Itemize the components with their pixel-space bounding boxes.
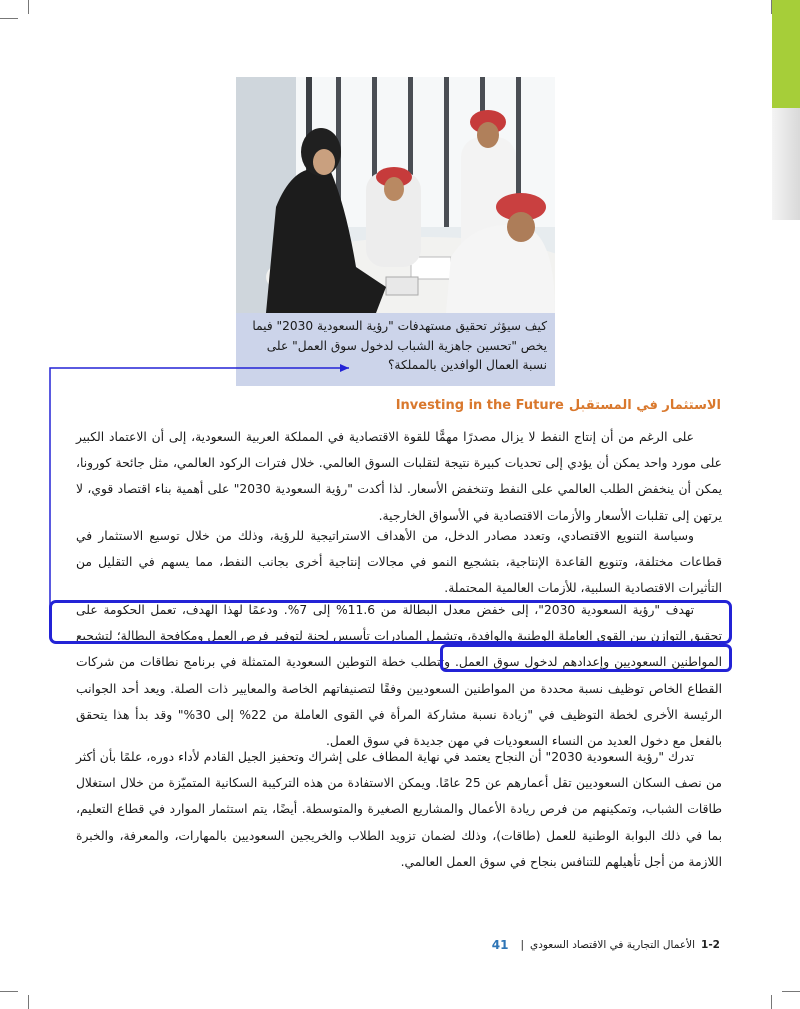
- paragraph: تهدف "رؤية السعودية 2030"، إلى خفض معدل البطالة من 11.6% إلى 7%. ودعمًا لهذا الهدف، تعمل الحكومة على تحقيق التوازن بين القوى العاملة الوطنية والوافدة، وتشمل المبادرات تأسيس لجنة لتوفير فرص العمل ومكافحة البطالة؛ لتشجيع المواطنين السعوديين وإعدادهم لدخول سوق العمل. وتتطلب خطة التوطين السعودية المتمثلة في برنامج نطاقات من شركات القطاع الخاص توظيف نسبة محددة من المواطنين السعوديين وفقًا لتصنيفاتهم الخاصة والمعايير ذات الصلة. ويعد أحد الجوانب الرئيسة الأخرى لخطة التوظيف في "زيادة نسبة مشاركة المرأة في القوى العاملة من 22% إلى 30%" وقد بدأ هذا يتحقق بالفعل مع دخول العديد من النساء السعوديات في مهن جديدة في سوق العمل.: [76, 603, 722, 749]
- photo-caption: كيف سيؤثر تحقيق مستهدفات "رؤية السعودية 2030" فيما يخص "تحسين جاهزية الشباب لدخول سوق العمل" على نسبة العمال الوافدين بالمملكة؟: [236, 313, 555, 386]
- section-heading: [380, 398, 721, 413]
- paragraph: تدرك "رؤية السعودية 2030" أن النجاح يعتمد في نهاية المطاف على إشراك وتحفيز الجيل القادم لأداء دوره، علمًا بأن أكثر من نصف السكان السعوديين تقل أعمارهم عن 25 عامًا. ويمكن الاستفادة من هذه التركيبة السكانية المتميّزة من خلال استغلال طاقات الشباب، وتمكينهم من فرص ريادة الأعمال والمشاريع الصغيرة والمتوسطة. أيضًا، يتم استثمار الموارد في قطاع التعليم، بما في ذلك البوابة الوطنية للعمل (طاقات)، وذلك لضمان تزويد الطلاب والخريجين السعوديين بالمهارات، والمعرفة، والخبرة اللازمة من أجل تأهيلهم للتنافس بنجاح في سوق العمل العالمي.: [76, 750, 722, 869]
- paragraph: على الرغم من أن إنتاج النفط لا يزال مصدرًا مهمًّا للقوة الاقتصادية في المملكة العربية السعودية، إلى أن الاعتماد الكبير على مورد واحد يمكن أن يؤدي إلى تحديات كبيرة نتيجة لتقلبات السوق العالمي. خلال فترات الركود العالمي، مثل جائحة كورونا، يمكن أن ينخفض الطلب العالمي على النفط وتنخفض الأسعار. لذا أكدت "رؤية السعودية 2030" على أهمية بناء اقتصاد قوي، لا يرتهن إلى تقلبات الأسعار والأزمات الاقتصادية في الأسواق الخارجية.: [76, 430, 722, 523]
- footer-title: الأعمال التجارية في الاقتصاد السعودي: [529, 939, 696, 951]
- paragraph: وسياسة التنويع الاقتصادي، وتعدد مصادر الدخل، من الأهداف الاستراتيجية للرؤية، وذلك من خلال توسيع الاستثمار في قطاعات مختلفة، وتنويع القاعدة الإنتاجية، بتشجيع النمو في مجالات إنتاجية أخرى بجانب النفط، مما يسهم في التقليل من التأثيرات الاقتصادية السلبية، للأزمات العالمية المحتملة.: [76, 529, 722, 596]
- footer-section-number: 1-2: [701, 939, 720, 951]
- section-title-ar: الاستثمار في المستقبل: [568, 398, 721, 413]
- page-number: 41: [491, 938, 509, 952]
- page-footer: [492, 938, 720, 952]
- footer-separator: |: [520, 939, 524, 951]
- highlight-box: [440, 644, 732, 672]
- highlight-box: [49, 600, 732, 644]
- section-title-en: Investing in the Future: [395, 398, 564, 413]
